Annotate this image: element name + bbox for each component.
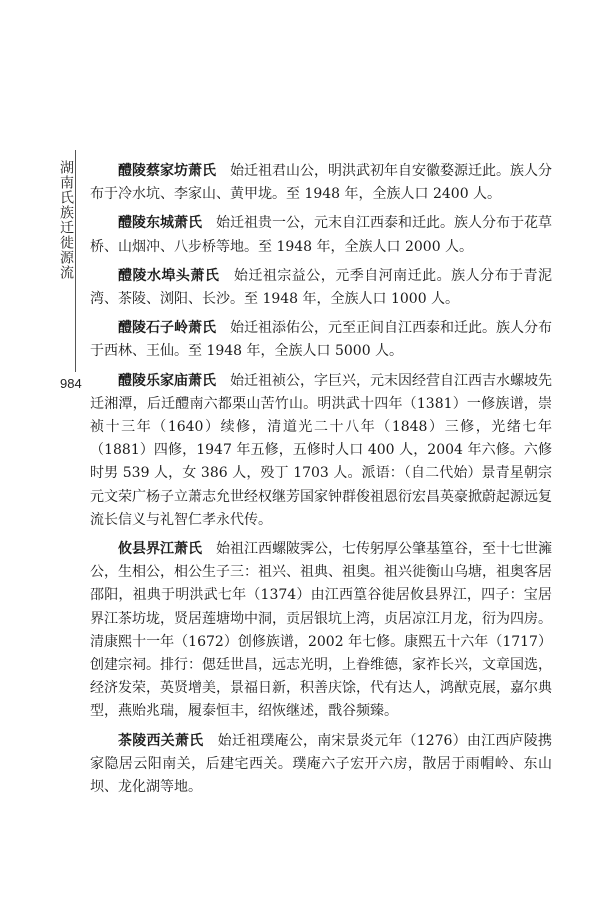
main-text: [90, 160, 552, 799]
entry-body: 始迁祖璞庵公，南宋景炎元年（1276）由江西庐陵携家隐居云阳南关，后建宅西关。璞庵六子宏开六房，散居于雨帽岭、东山坝、龙化湖等地。: [90, 732, 553, 796]
clan-entry: [90, 538, 552, 724]
clan-entry: [90, 212, 552, 258]
clan-entry: [90, 265, 552, 311]
entry-body: 始迁祖添佑公，元至正间自江西泰和迁此。族人分布于西林、王仙。至 1948 年，全族人口 5000 人。: [90, 320, 552, 360]
entry-title: 醴陵蔡家坊萧氏: [118, 163, 216, 179]
clan-entry: [90, 730, 552, 800]
entry-title: 醴陵乐家庙萧氏: [118, 372, 216, 389]
clan-entry: [90, 160, 552, 206]
entry-title: 醴陵东城萧氏: [118, 215, 202, 232]
entry-body: 始迁祖贵一公，元末自江西泰和迁此。族人分布于花草桥、山烟冲、八步桥等地。至 1948 年，全族人口 2000 人。: [90, 215, 552, 255]
page-number: 984: [60, 376, 82, 391]
entry-body: 始祖江西螺陂霁公，七传躬厚公肇基篁谷，至十七世澭公，生相公，相公生子三：祖兴、祖典、祖奥。祖兴徙衡山乌塘，祖奥客居邵阳，祖典于明洪武七年（1374）由江西篁谷徙居攸县界江，四子：宝居界江茶坊垅，贤居莲塘坳中洞，贡居银坑上湾，贞居凉江月龙，衍为四房。清康熙十一年（1672）创修族谱，2002 年七修。康熙五十六年（1717）创建宗祠。排行：偲廷世昌，远志光明，上眷维德，家祚长兴，文章国选，经济发荣，英贤增美，景福日新，积善庆馀，代有达人，鸿猷克展，嘉尔典型，燕贻兆瑞，履泰恒丰，绍恢继述，戬谷频臻。: [90, 541, 552, 720]
entry-body: 始迁祖君山公，明洪武初年自安徽婺源迁此。族人分布于冷水坑、李家山、黄甲垅。至 1948 年，全族人口 2400 人。: [90, 163, 552, 203]
entry-title: 醴陵水埠头萧氏: [118, 267, 220, 284]
header-rule: [75, 150, 76, 372]
clan-entry: [90, 370, 552, 532]
book-title: 湖南氏族迁徙源流: [58, 160, 74, 280]
entry-title: 茶陵西关萧氏: [118, 732, 204, 749]
entry-title: 攸县界江萧氏: [118, 541, 202, 558]
entry-body: 始迁祖宗益公，元季自河南迁此。族人分布于青泥湾、茶陵、浏阳、长沙。至 1948 年，全族人口 1000 人。: [90, 267, 553, 308]
clan-entry: [90, 317, 552, 363]
entry-title: 醴陵石子岭萧氏: [118, 320, 216, 337]
entry-body: 始迁祖祯公，字巨兴，元末因经营自江西吉水螺坡先迁湘潭，后迁醴南六都栗山苦竹山。明洪武十四年（1381）一修族谱，崇祯十三年（1640）续修，清道光二十八年（1848）三修，光绪七年（1881）四修，1947 年五修，五修时人口 400 人，2004 年六修。六修时男 539 人，女 386 人，殁丁 1703 人。派语：（自二代始）景青星朝宗元文荣广杨子立萧志允世经权继芳国家钟群俊祖恩衍宏昌英豪掀蔚起源远复流长信义与礼智仁孝永代传。: [90, 372, 552, 528]
running-header: [58, 160, 74, 280]
